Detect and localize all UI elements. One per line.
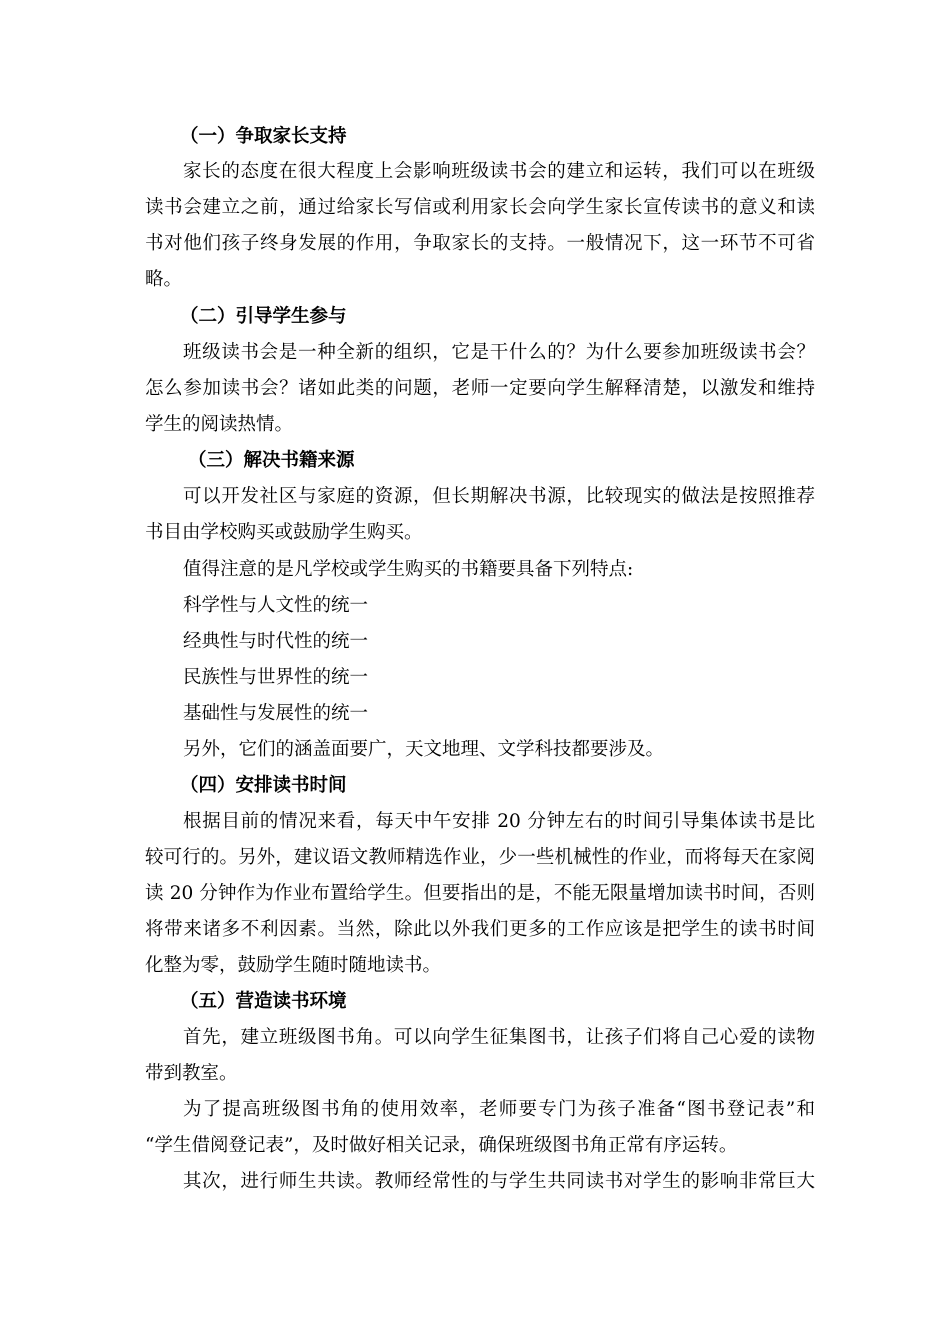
paragraph-line: 读书会建立之前，通过给家长写信或利用家长会向学生家长宣传读书的意义和读 — [145, 197, 815, 218]
paragraph-line: 学生的阅读热情。 — [145, 414, 294, 435]
paragraph-line: 根据目前的情况来看，每天中午安排 20 分钟左右的时间引导集体读书是比 — [183, 811, 815, 832]
list-item: 另外，它们的涵盖面要广，天文地理、文学科技都要涉及。 — [183, 739, 665, 760]
paragraph-line: 可以开发社区与家庭的资源，但长期解决书源，比较现实的做法是按照推荐 — [183, 486, 815, 507]
list-item: 经典性与时代性的统一 — [183, 631, 369, 652]
list-item: 民族性与世界性的统一 — [183, 667, 369, 688]
paragraph-line: 将带来诸多不利因素。当然，除此以外我们更多的工作应该是把学生的读书时间 — [145, 919, 815, 940]
section-heading-1: （一）争取家长支持 — [180, 126, 347, 147]
paragraph-line: 略。 — [145, 269, 183, 290]
paragraph-line: 班级读书会是一种全新的组织，它是干什么的？为什么要参加班级读书会？ — [183, 342, 815, 363]
paragraph-line: 带到教室。 — [145, 1063, 238, 1084]
paragraph-line: 化整为零，鼓励学生随时随地读书。 — [145, 955, 442, 976]
paragraph-line: 为了提高班级图书角的使用效率，老师要专门为孩子准备“图书登记表”和 — [183, 1099, 815, 1120]
section-heading-4: （四）安排读书时间 — [180, 775, 347, 796]
list-item: 科学性与人文性的统一 — [183, 595, 369, 616]
paragraph-line: 值得注意的是凡学校或学生购买的书籍要具备下列特点: — [183, 559, 634, 580]
section-heading-3: （三）解决书籍来源 — [188, 450, 355, 471]
paragraph-line: 较可行的。另外，建议语文教师精选作业，少一些机械性的作业，而将每天在家阅 — [145, 847, 815, 868]
list-item: 基础性与发展性的统一 — [183, 703, 369, 724]
paragraph-line: 读 20 分钟作为作业布置给学生。但要指出的是，不能无限量增加读书时间，否则 — [145, 883, 815, 904]
paragraph-line: “学生借阅登记表”，及时做好相关记录，确保班级图书角正常有序运转。 — [145, 1135, 738, 1156]
section-heading-5: （五）营造读书环境 — [180, 991, 347, 1012]
paragraph-line: 怎么参加读书会？诸如此类的问题，老师一定要向学生解释清楚，以激发和维持 — [145, 378, 815, 399]
section-heading-2: （二）引导学生参与 — [180, 306, 347, 327]
paragraph-line: 书目由学校购买或鼓励学生购买。 — [145, 522, 423, 543]
paragraph-line: 书对他们孩子终身发展的作用，争取家长的支持。一般情况下，这一环节不可省 — [145, 233, 815, 254]
paragraph-line: 其次，进行师生共读。教师经常性的与学生共同读书对学生的影响非常巨大 — [183, 1171, 815, 1192]
paragraph-line: 首先，建立班级图书角。可以向学生征集图书，让孩子们将自己心爱的读物 — [183, 1027, 815, 1048]
paragraph-line: 家长的态度在很大程度上会影响班级读书会的建立和运转，我们可以在班级 — [183, 161, 815, 182]
